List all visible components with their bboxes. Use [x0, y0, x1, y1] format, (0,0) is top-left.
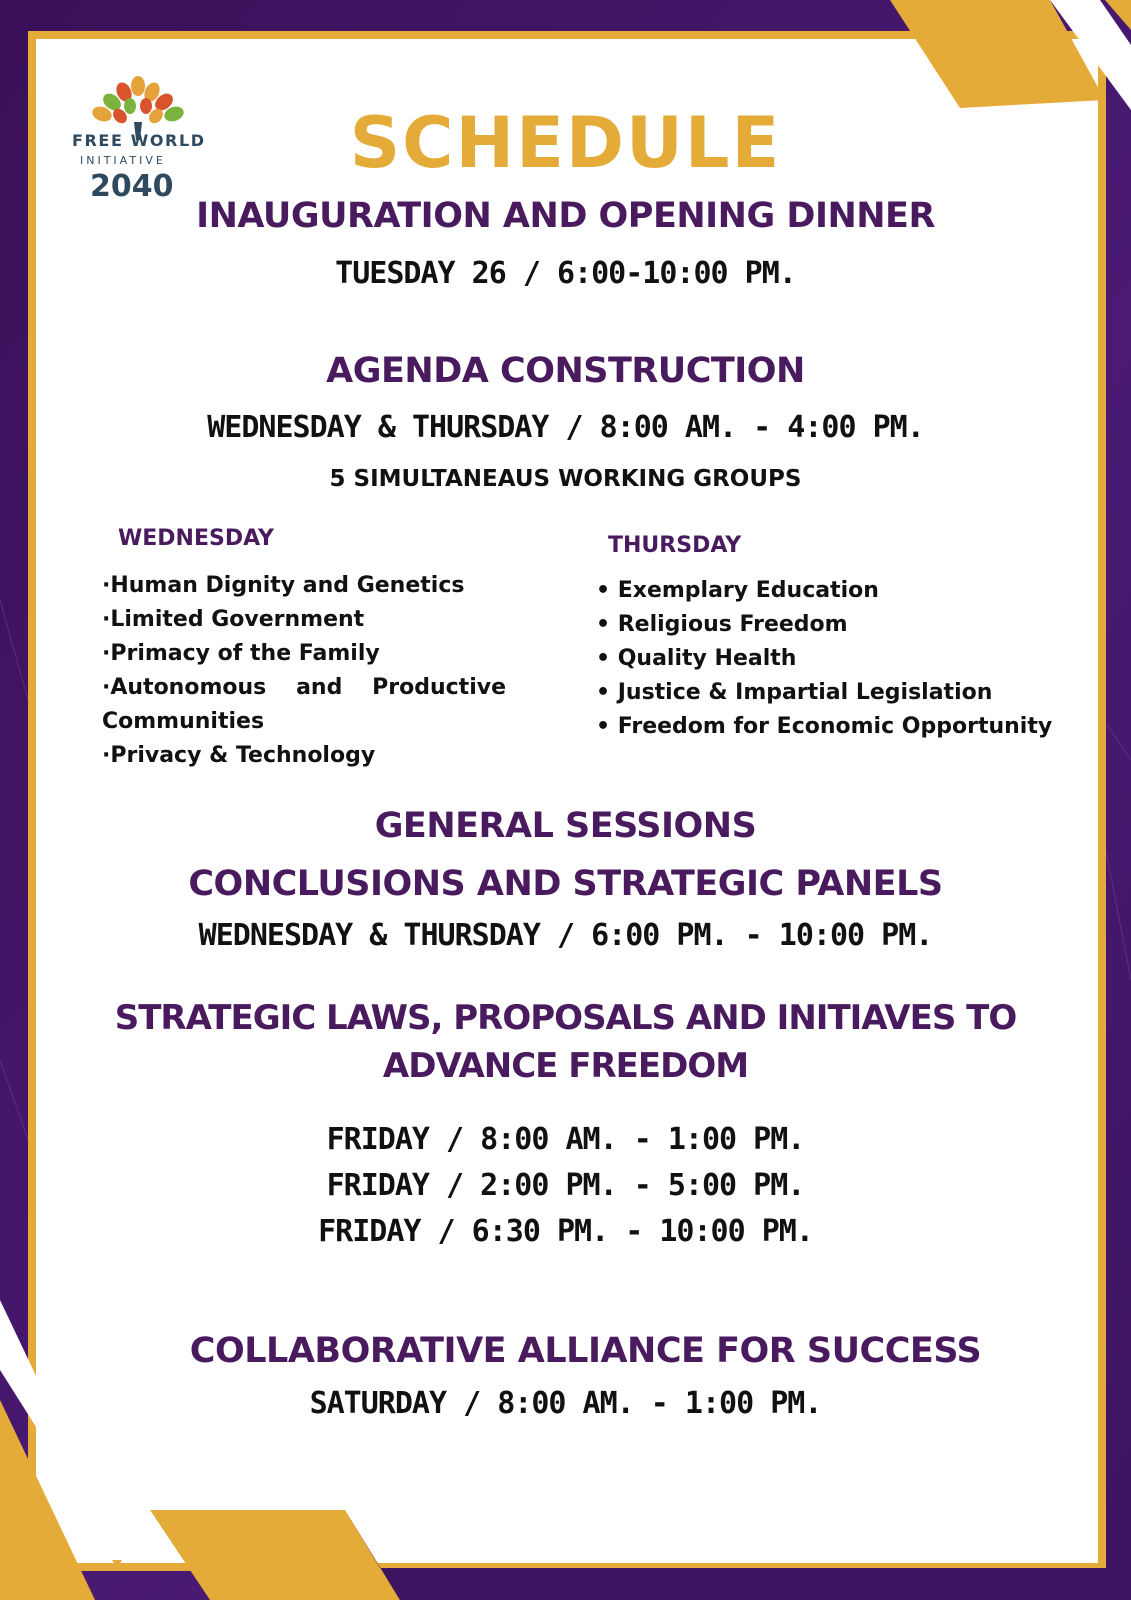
svg-text:FREE WORLD: FREE WORLD: [72, 131, 204, 150]
working-groups-subheading: 5 SIMULTANEAUS WORKING GROUPS: [329, 466, 802, 492]
general-sessions-time: WEDNESDAY & THURSDAY / 6:00 PM. - 10:00 PM.: [198, 918, 933, 953]
svg-text:INITIATIVE: INITIATIVE: [80, 154, 166, 167]
conclusions-heading: CONCLUSIONS AND STRATEGIC PANELS: [188, 864, 943, 904]
agenda-heading: AGENDA CONSTRUCTION: [326, 351, 805, 391]
strategic-laws-heading-line1: STRATEGIC LAWS, PROPOSALS AND INITIAVES TO: [114, 998, 1017, 1038]
friday-time-2: FRIDAY / 2:00 PM. - 5:00 PM.: [326, 1168, 805, 1203]
list-item: ·Limited Government: [102, 607, 365, 632]
friday-time-3: FRIDAY / 6:30 PM. - 10:00 PM.: [318, 1214, 813, 1249]
thursday-groups-list: [596, 574, 1052, 744]
wednesday-groups-list: [102, 569, 506, 773]
list-item: ·Human Dignity and Genetics: [102, 573, 465, 598]
alliance-time: SATURDAY / 8:00 AM. - 1:00 PM.: [309, 1386, 822, 1421]
list-item: • Religious Freedom: [596, 612, 848, 637]
list-item: ·Autonomous and Productive Communities: [102, 675, 506, 734]
page-title: SCHEDULE: [349, 102, 782, 184]
list-item: • Justice & Impartial Legislation: [596, 680, 993, 705]
inauguration-heading: INAUGURATION AND OPENING DINNER: [196, 196, 935, 236]
svg-text:2040: 2040: [90, 169, 174, 204]
inauguration-time: TUESDAY 26 / 6:00-10:00 PM.: [335, 256, 796, 291]
strategic-laws-heading-line2: ADVANCE FREEDOM: [382, 1046, 749, 1086]
general-sessions-heading: GENERAL SESSIONS: [374, 806, 757, 846]
list-item: • Freedom for Economic Opportunity: [596, 714, 1053, 739]
alliance-heading: COLLABORATIVE ALLIANCE FOR SUCCESS: [189, 1331, 982, 1371]
list-item: • Quality Health: [596, 646, 797, 671]
list-item: ·Primacy of the Family: [102, 641, 380, 666]
list-item: ·Privacy & Technology: [102, 743, 376, 768]
agenda-time: WEDNESDAY & THURSDAY / 8:00 AM. - 4:00 PM.: [207, 410, 924, 445]
thursday-label: THURSDAY: [608, 533, 742, 558]
friday-time-1: FRIDAY / 8:00 AM. - 1:00 PM.: [326, 1122, 805, 1157]
wednesday-label: WEDNESDAY: [118, 526, 274, 551]
list-item: • Exemplary Education: [596, 578, 879, 603]
